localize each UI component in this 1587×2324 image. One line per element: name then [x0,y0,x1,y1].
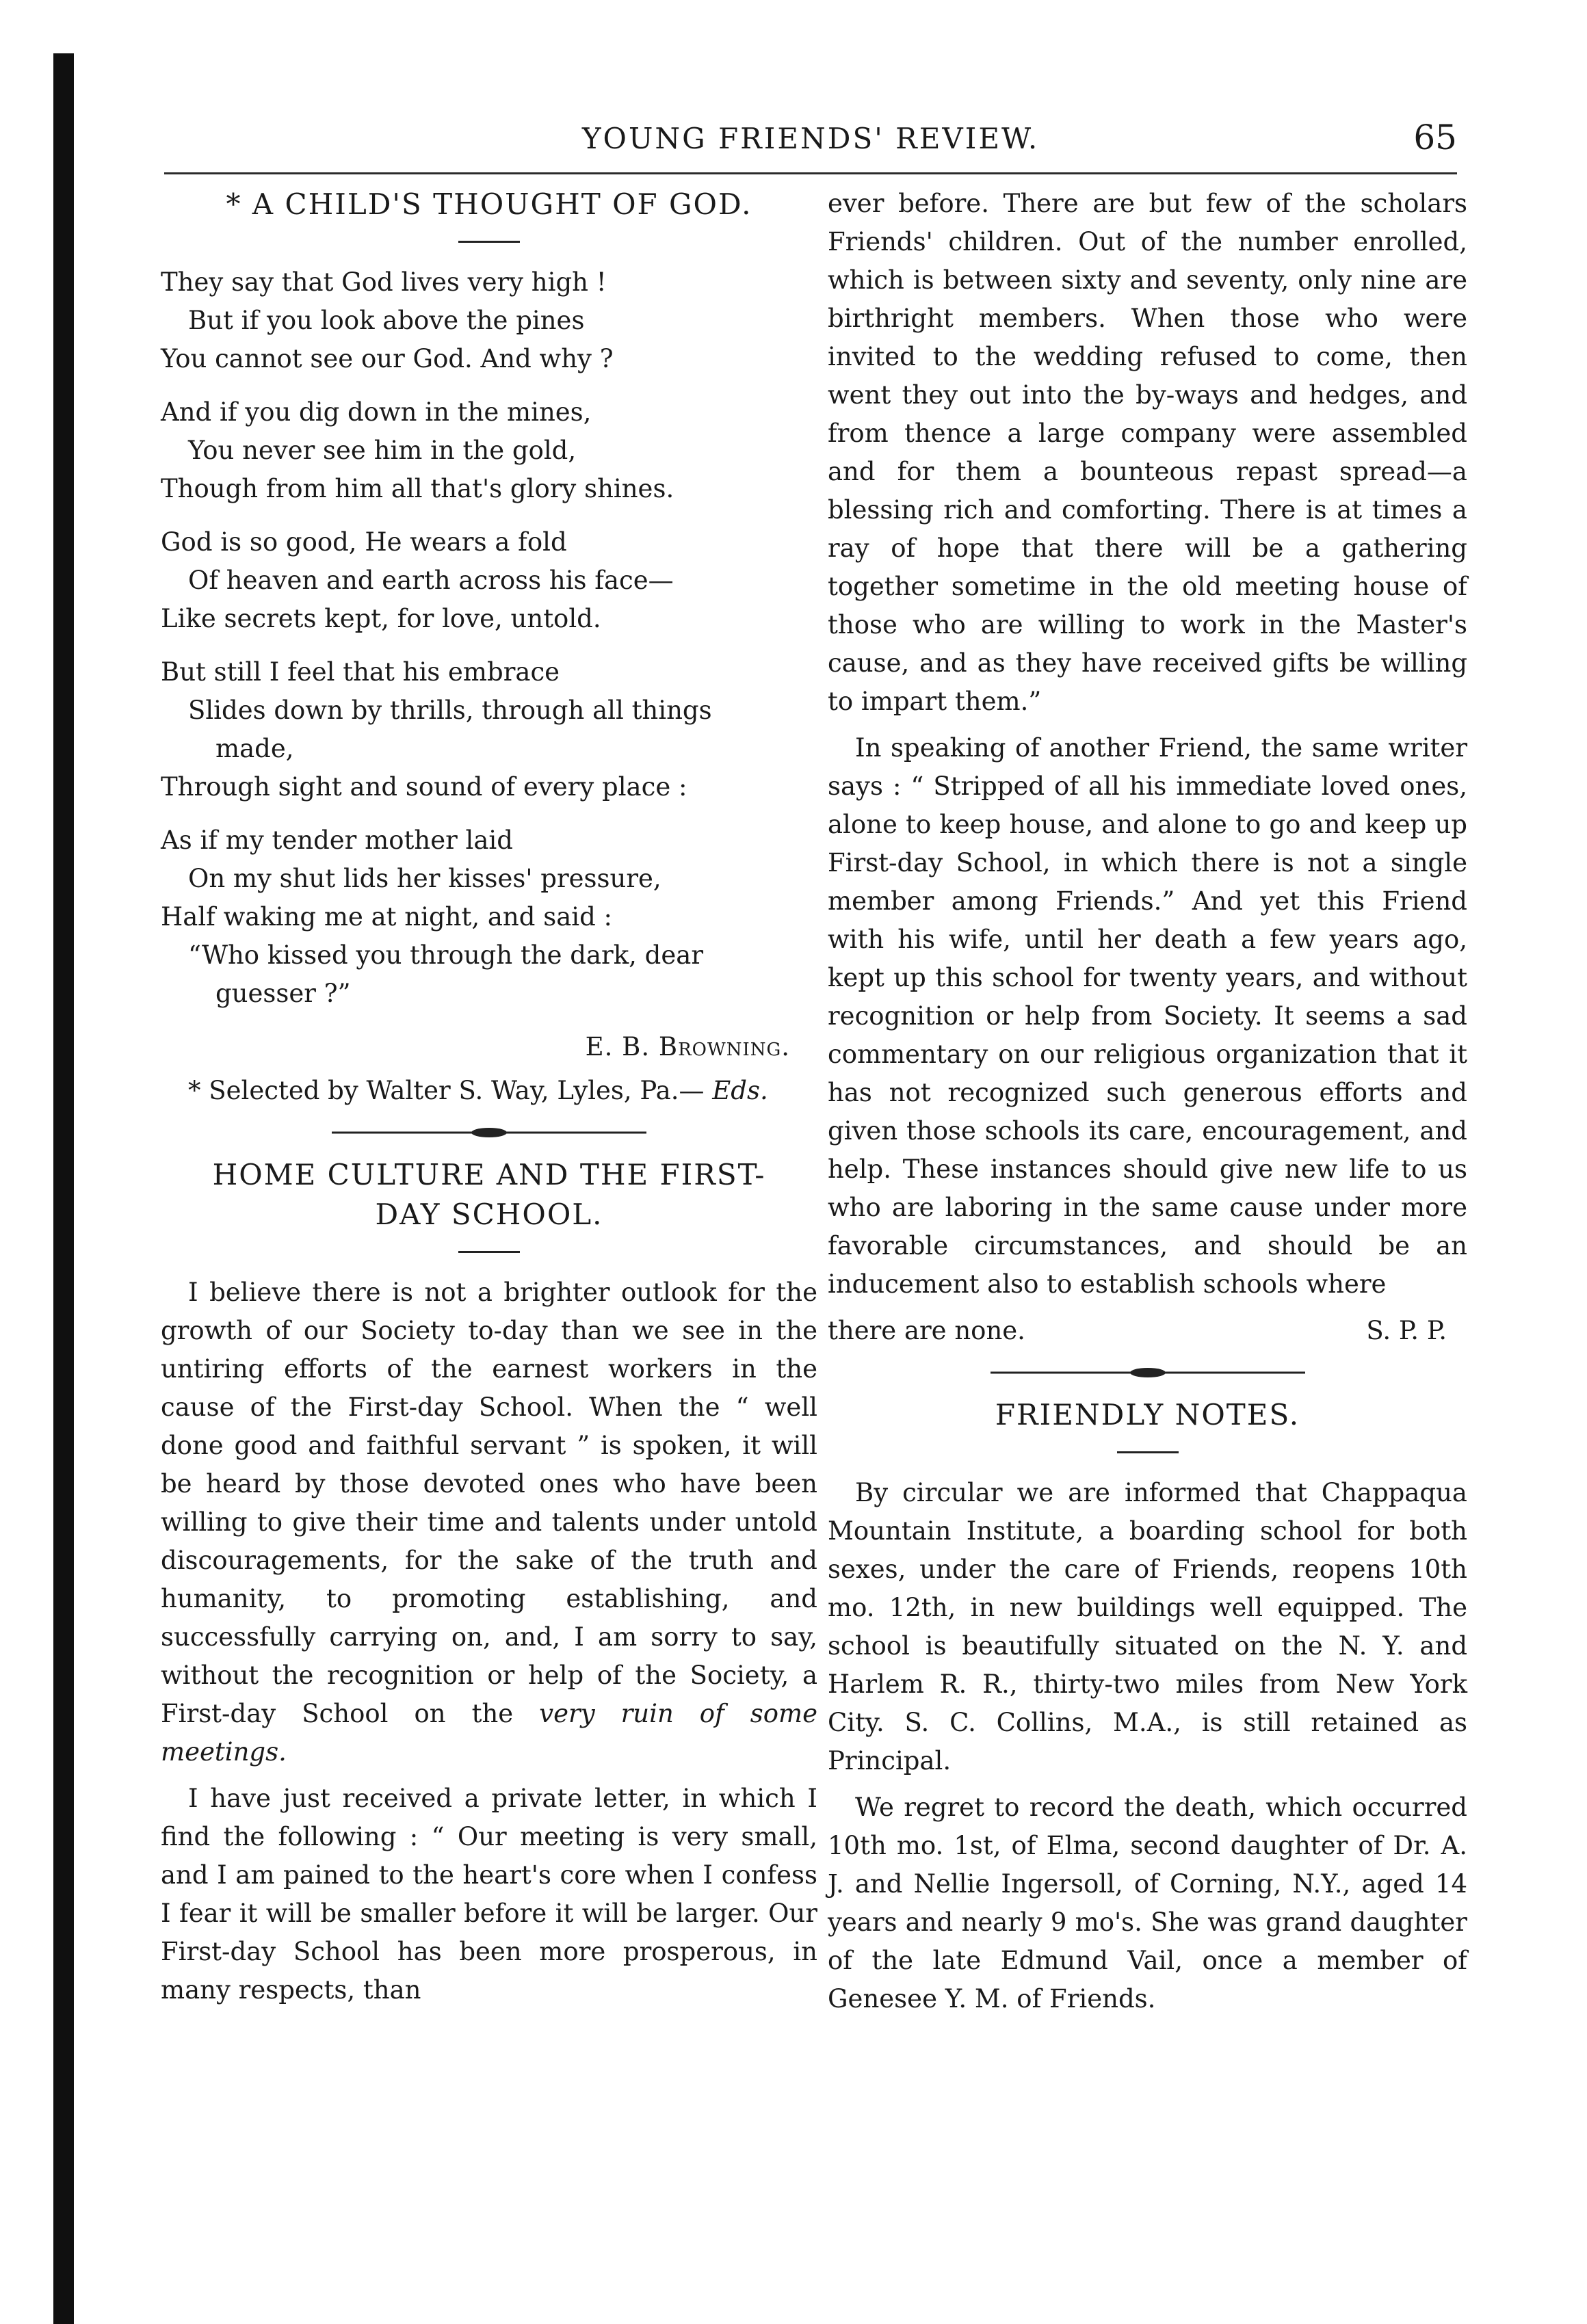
title-rule [458,1251,520,1253]
poem-line: As if my tender mother laid [161,826,513,855]
journal-title: YOUNG FRIENDS' REVIEW. [581,122,1040,155]
article-paragraph: In speaking of another Friend, the same writer says : “ Stripped of all his immediate loved ones, alone to keep house, and alone to go and keep up First-day School, in which there is not a single member among Friends.” And yet this Friend with his wife, until her death a few years ago, kept up this school for twenty years, and without recognition or help from Society. It seems a sad commentary on our religious organization that it has not recognized such generous efforts and given those schools its care, encouragement, and help. These instances should give new life to us who are laboring in the same cause under more favorable circumstances, and should be an inducement also to establish schools where [828,733,1467,1299]
poem-stanza [161,821,817,1013]
left-column [161,185,817,2018]
note-paragraph: By circular we are informed that Chappaqua Mountain Institute, a boarding school for both sexes, under the care of Friends, reopens 10th mo. 12th, in new buildings well equipped. The school is beautifully situated on the N. Y. and Harlem R. R., thirty-two miles from New York City. S. C. Collins, M.A., is still retained as Principal. [828,1478,1467,1775]
poem-line: And if you dig down in the mines, [161,397,592,427]
article-title-line1: HOME CULTURE AND THE FIRST- [212,1158,766,1191]
footnote-eds: Eds. [712,1076,768,1105]
poem-author: E. B. Browning. [585,1032,790,1061]
poem-line: “Who kissed you through the dark, dear [188,940,704,970]
poem-stanza [161,653,817,806]
paragraph-text: there are none. [828,1316,1025,1345]
section-ornament [332,1125,646,1140]
poem-stanza [161,263,817,378]
notes-title: FRIENDLY NOTES. [995,1398,1300,1431]
poem-line: Through sight and sound of every place : [161,772,687,802]
note-paragraph: We regret to record the death, which occurred 10th mo. 1st, of Elma, second daughter of Dr. A. J. and Nellie Ingersoll, of Corning, N.Y., aged 14 years and nearly 9 mo's. She was grand daughter of the late Edmund Vail, once a member of Genesee Y. M. of Friends. [828,1793,1467,2013]
poem-line: They say that God lives very high ! [161,267,607,297]
poem-line: Though from him all that's glory shines. [161,474,674,503]
article-paragraph: I have just received a private letter, in which I find the following : “ Our meeting is very small, and I am pained to the heart's core when I confess I fear it will be smaller before it will be larger. Our First-day School has been more prosperous, in many respects, than [161,1784,817,2005]
poem-line: Like secrets kept, for love, untold. [161,604,601,633]
poem-line: You never see him in the gold, [188,436,577,465]
paragraph-text: I believe there is not a brighter outlook for the growth of our Society to-day than we see in the untiring efforts of the earnest workers in the cause of the First-day School. When the “ well done good and faithful servant ” is spoken, it will be heard by those devoted ones who have been willing to give their time and talents under untold discouragements, for the sake of the truth and humanity, to promoting establishing, and successfully carrying on, and, I am sorry to say, without the recognition or help of the Society, a First-day School on the [161,1278,817,1728]
page-number: 65 [1413,118,1457,157]
poem-line: On my shut lids her kisses' pressure, [188,864,661,893]
title-rule [1117,1451,1179,1453]
poem-line: But still I feel that his embrace [161,657,560,687]
poem-footnote [161,1072,817,1110]
binding-edge [53,53,74,2324]
title-rule [458,241,520,243]
paragraph-emphasis: very ruin of some meetings. [161,1699,818,1767]
section-ornament [991,1365,1305,1380]
poem-line: Of heaven and earth across his face— [188,566,674,595]
poem-title: * A CHILD'S THOUGHT OF GOD. [226,187,752,221]
article-signature: S. P. P. [1366,1316,1447,1345]
poem-line: Slides down by thrills, through all things [188,696,712,725]
poem-line: made, [215,734,294,763]
article-paragraph: ever before. There are but few of the scholars Friends' children. Out of the number enrolled, which is between sixty and seventy, only nine are birthright members. When those who were invited to the wedding refused to come, then went they out into the by-ways and hedges, and from thence a large company were assembled and for them a bounteous repast spread—a blessing rich and comforting. There is at times a ray of hope that there will be a gathering together sometime in the old meeting house of those who are willing to work in the Master's cause, and as they have received gifts be willing to impart them.” [828,189,1467,716]
poem-line: You cannot see our God. And why ? [161,344,614,373]
footnote-text: * Selected by Walter S. Way, Lyles, Pa.— [188,1076,705,1105]
poem-line: guesser ?” [215,979,351,1008]
header-rule [164,172,1457,174]
article-signoff-line [828,1312,1467,1350]
poem-stanza [161,393,817,508]
article-paragraph [161,1273,817,1771]
poem-line: But if you look above the pines [188,306,585,335]
poem-line: God is so good, He wears a fold [161,527,567,557]
poem-line: Half waking me at night, and said : [161,902,613,932]
poem-stanza [161,523,817,638]
article-title-line2: DAY SCHOOL. [375,1198,603,1231]
right-column [828,185,1467,2026]
running-header [164,116,1457,171]
